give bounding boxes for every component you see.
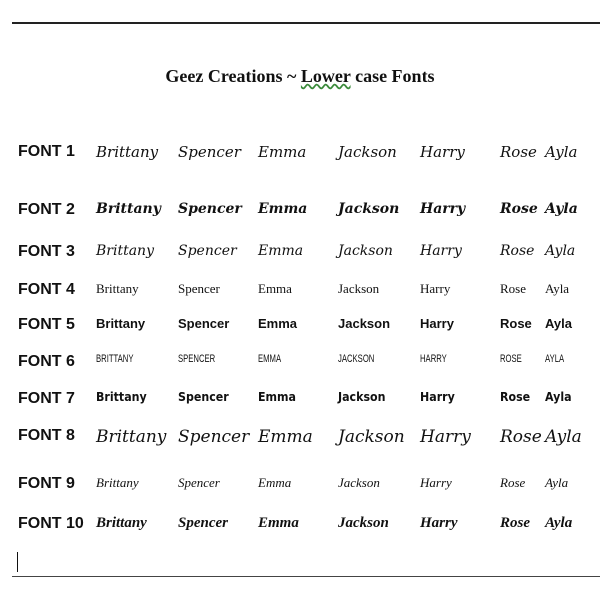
sample-jackson: JACKSON xyxy=(338,353,375,365)
font-row-5 xyxy=(0,316,600,346)
sample-rose: Rose xyxy=(500,515,530,531)
font-label: FONT 10 xyxy=(18,515,84,532)
sample-emma: Emma xyxy=(258,201,308,217)
sample-ayla: Ayla xyxy=(545,390,572,404)
sample-spencer: Spencer xyxy=(178,390,229,404)
sample-spencer: Spencer xyxy=(178,243,237,259)
sample-ayla: Ayla xyxy=(545,143,578,161)
sample-harry: Harry xyxy=(420,316,454,331)
sample-emma: Emma xyxy=(258,143,307,161)
sample-jackson: Jackson xyxy=(338,316,391,331)
sample-harry: Harry xyxy=(420,427,471,447)
sample-emma: Emma xyxy=(258,427,313,447)
font-row-2 xyxy=(0,201,600,231)
sample-harry: Harry xyxy=(420,243,462,259)
sample-spencer: Spencer xyxy=(178,427,250,447)
font-label: FONT 7 xyxy=(18,390,75,407)
sample-ayla: Ayla xyxy=(545,316,572,331)
font-label: FONT 3 xyxy=(18,243,75,260)
sample-brittany: Brittany xyxy=(96,390,147,404)
sample-spencer: SPENCER xyxy=(178,353,216,365)
sample-harry: HARRY xyxy=(420,353,447,365)
sample-brittany: Brittany xyxy=(96,143,159,161)
sample-ayla: Ayla xyxy=(545,427,582,447)
sample-rose: Rose xyxy=(500,427,542,447)
bottom-border-rule xyxy=(12,576,600,577)
sample-spencer: Spencer xyxy=(178,515,228,531)
document-title xyxy=(0,66,600,87)
sample-ayla: Ayla xyxy=(545,201,578,217)
sample-emma: Emma xyxy=(258,515,299,531)
sample-spencer: Spencer xyxy=(178,316,230,331)
sample-brittany: Brittany xyxy=(96,427,167,447)
sample-emma: Emma xyxy=(258,390,297,404)
sample-harry: Harry xyxy=(420,390,455,404)
font-label: FONT 4 xyxy=(18,281,75,298)
sample-spencer: Spencer xyxy=(178,281,220,296)
font-label: FONT 9 xyxy=(18,475,75,492)
font-label: FONT 2 xyxy=(18,201,75,218)
font-row-7 xyxy=(0,390,600,420)
text-cursor xyxy=(17,552,18,572)
sample-rose: Rose xyxy=(500,475,526,490)
sample-rose: ROSE xyxy=(500,353,522,365)
sample-emma: EMMA xyxy=(258,353,282,365)
sample-brittany: Brittany xyxy=(96,243,154,259)
font-label: FONT 5 xyxy=(18,316,75,333)
sample-ayla: Ayla xyxy=(545,475,569,490)
sample-ayla: Ayla xyxy=(545,281,570,296)
sample-ayla: Ayla xyxy=(545,515,573,531)
sample-jackson: Jackson xyxy=(338,243,393,259)
sample-rose: Rose xyxy=(500,281,526,296)
sample-jackson: Jackson xyxy=(338,427,405,447)
font-row-9 xyxy=(0,475,600,505)
sample-rose: Rose xyxy=(500,201,538,217)
sample-ayla: Ayla xyxy=(545,243,576,259)
font-row-3 xyxy=(0,243,600,273)
font-row-6 xyxy=(0,353,600,383)
sample-harry: Harry xyxy=(420,281,451,296)
sample-brittany: Brittany xyxy=(96,281,139,296)
sample-rose: Rose xyxy=(500,243,535,259)
title-suffix: case Fonts xyxy=(350,66,435,86)
title-emphasis: Lower xyxy=(300,66,351,86)
sample-brittany: Brittany xyxy=(96,475,139,490)
sample-spencer: Spencer xyxy=(178,201,242,217)
sample-emma: Emma xyxy=(258,243,304,259)
sample-jackson: Jackson xyxy=(338,201,400,217)
sample-spencer: Spencer xyxy=(178,475,220,490)
sample-ayla: AYLA xyxy=(545,353,565,365)
font-label: FONT 8 xyxy=(18,427,75,444)
sample-spencer: Spencer xyxy=(178,143,241,161)
top-border-rule xyxy=(12,22,600,24)
sample-harry: Harry xyxy=(420,515,458,531)
font-label: FONT 6 xyxy=(18,353,75,370)
font-row-1 xyxy=(0,143,600,173)
font-row-4 xyxy=(0,281,600,311)
sample-brittany: BRITTANY xyxy=(96,353,134,365)
sample-jackson: Jackson xyxy=(338,515,389,531)
sample-harry: Harry xyxy=(420,475,452,490)
sample-jackson: Jackson xyxy=(338,281,380,296)
sample-jackson: Jackson xyxy=(338,390,386,404)
font-row-10 xyxy=(0,515,600,545)
sample-jackson: Jackson xyxy=(338,475,380,490)
sample-emma: Emma xyxy=(258,475,292,490)
title-prefix: Geez Creations ~ xyxy=(165,66,301,86)
sample-brittany: Brittany xyxy=(96,316,146,331)
font-row-8 xyxy=(0,427,600,457)
sample-emma: Emma xyxy=(258,316,298,331)
sample-harry: Harry xyxy=(420,143,465,161)
sample-harry: Harry xyxy=(420,201,466,217)
sample-jackson: Jackson xyxy=(338,143,397,161)
sample-brittany: Brittany xyxy=(96,201,161,217)
sample-brittany: Brittany xyxy=(96,515,147,531)
sample-rose: Rose xyxy=(500,316,532,331)
sample-rose: Rose xyxy=(500,143,537,161)
font-label: FONT 1 xyxy=(18,143,75,160)
sample-emma: Emma xyxy=(258,281,292,296)
sample-rose: Rose xyxy=(500,390,531,404)
